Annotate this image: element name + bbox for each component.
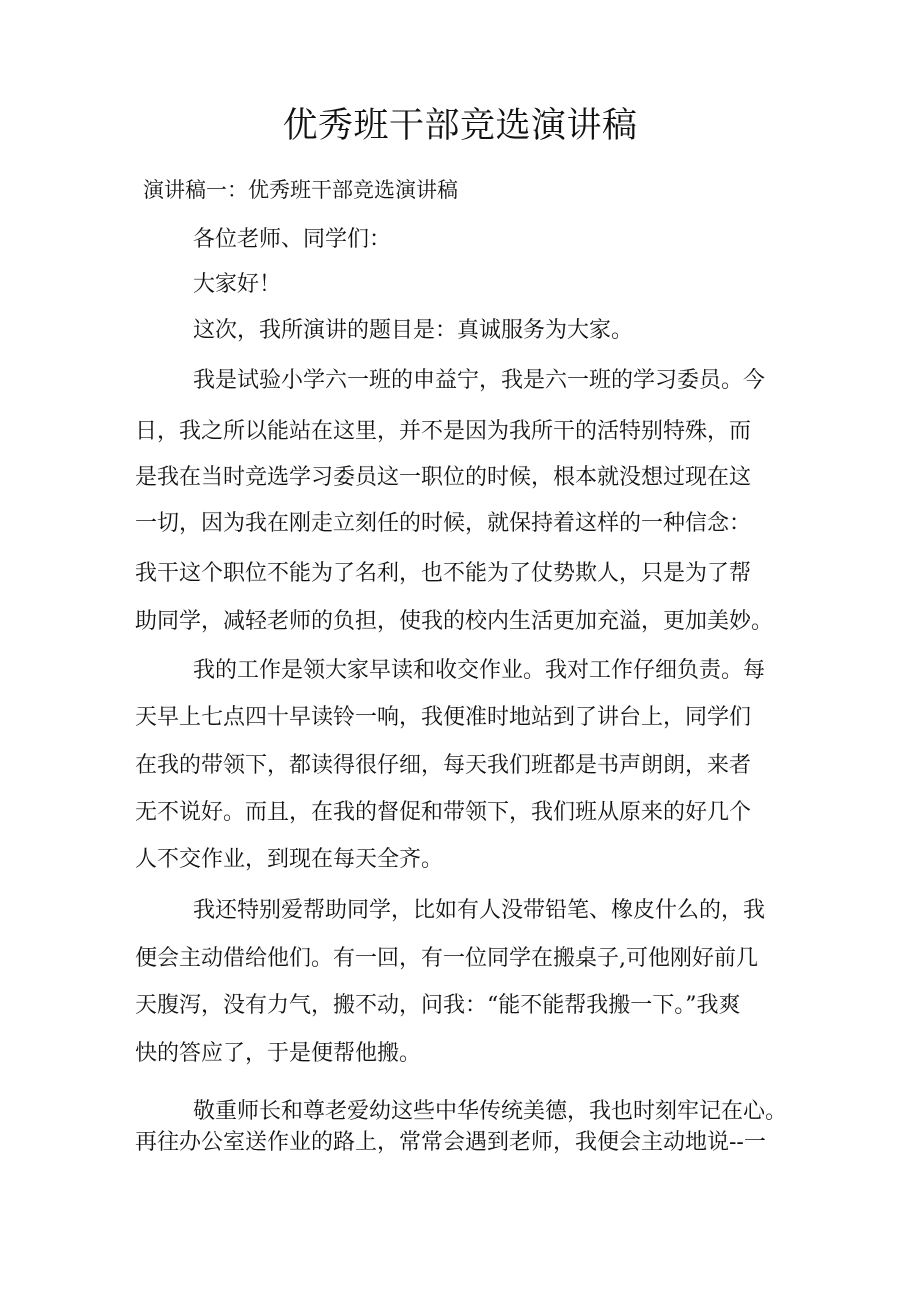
paragraph-line: 敬重师长和尊老爱幼这些中华传统美德，我也时刻牢记在心。: [193, 1099, 788, 1124]
document-title: 优秀班干部竞选演讲稿: [282, 106, 638, 146]
paragraph-line: 是我在当时竞选学习委员这一职位的时候，根本就没想过现在这: [135, 465, 752, 490]
paragraph-line: 人不交作业，到现在每天全齐。: [135, 847, 444, 872]
salutation: 各位老师、同学们：: [193, 227, 392, 252]
paragraph-line: 我还特别爱帮助同学，比如有人没带铅笔、橡皮什么的，我: [193, 898, 766, 923]
document-subtitle: 演讲稿一：优秀班干部竞选演讲稿: [143, 178, 458, 202]
paragraph-line: 我干这个职位不能为了名利，也不能为了仗势欺人，只是为了帮: [135, 561, 752, 586]
topic-line: 这次，我所演讲的题目是：真诚服务为大家。: [193, 318, 634, 343]
paragraph-line: 快的答应了，于是便帮他搬。: [135, 1041, 422, 1066]
paragraph-line: 便会主动借给他们。有一回，有一位同学在搬桌子,可他刚好前几: [135, 946, 758, 971]
paragraph-line: 无不说好。而且，在我的督促和带领下，我们班从原来的好几个: [135, 800, 752, 825]
paragraph-line: 再往办公室送作业的路上，常常会遇到老师，我便会主动地说--一: [135, 1130, 766, 1155]
paragraph-line: 助同学，减轻老师的负担，使我的校内生活更加充溢，更加美妙。: [135, 609, 774, 634]
paragraph-line: 天早上七点四十早读铃一响，我便准时地站到了讲台上，同学们: [135, 705, 752, 730]
paragraph-line: 我是试验小学六一班的申益宁，我是六一班的学习委员。今: [193, 368, 766, 393]
paragraph-line: 一切，因为我在刚走立刻任的时候，就保持着这样的一种信念：: [135, 511, 752, 536]
paragraph-line: 日，我之所以能站在这里，并不是因为我所干的活特别特殊，而: [135, 419, 752, 444]
greeting: 大家好！: [193, 272, 282, 297]
paragraph-line: 天腹泻，没有力气，搬不动，问我：“能不能帮我搬一下。”我爽: [135, 993, 741, 1018]
paragraph-line: 我的工作是领大家早读和收交作业。我对工作仔细负责。每: [193, 658, 766, 683]
paragraph-line: 在我的带领下，都读得很仔细，每天我们班都是书声朗朗，来者: [135, 753, 752, 778]
